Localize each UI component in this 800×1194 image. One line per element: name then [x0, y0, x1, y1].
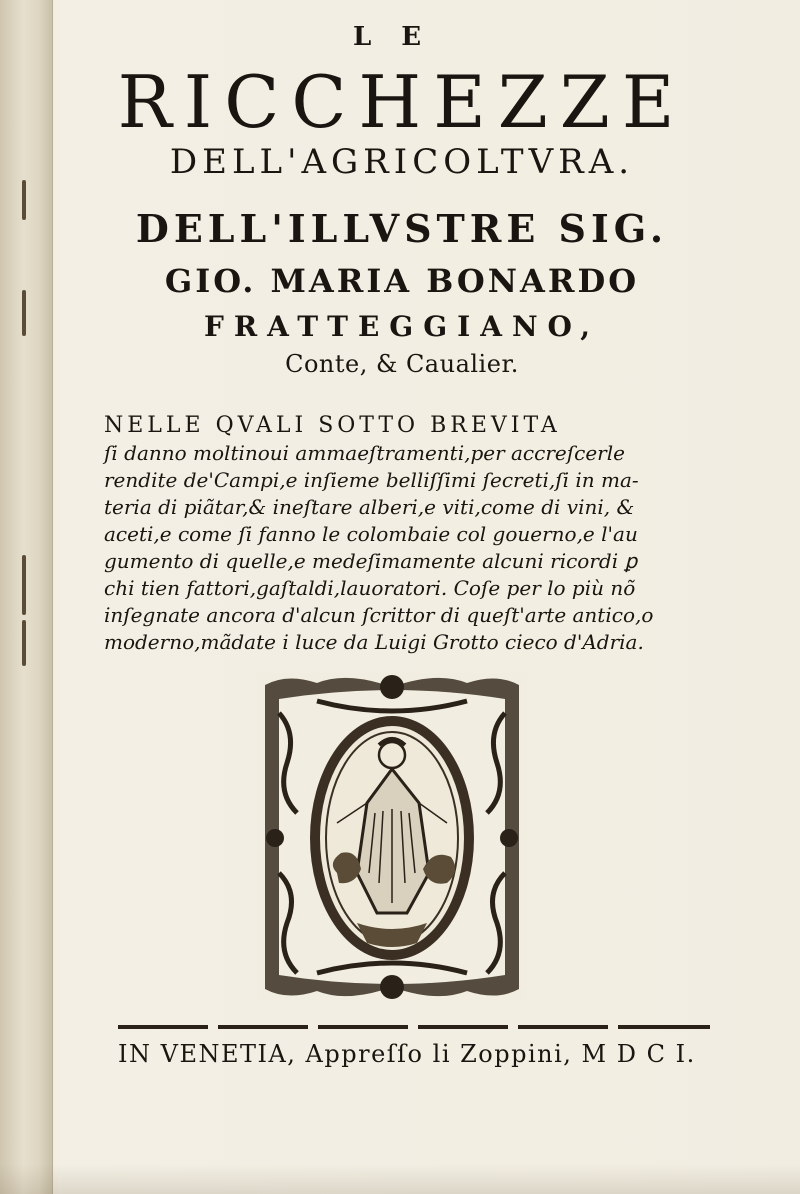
- imprint-rule: [118, 1025, 710, 1029]
- description-lead: NELLE QVALI SOTTO BREVITA: [104, 413, 561, 438]
- binding-stitch-mark: [22, 290, 26, 336]
- author-prefix: DELL'ILLVSTRE SIG.: [135, 206, 669, 251]
- author-origin: FRATTEGGIANO,: [203, 310, 601, 343]
- description-line: teria di piãtar,& ineſtare alberi,e viti,come di vini, &: [104, 495, 635, 519]
- title-article: LE: [352, 22, 452, 52]
- description-line: inſegnate ancora d'alcun ſcrittor di queſt'arte antico,o: [104, 603, 654, 627]
- printer-device-woodcut-icon: [257, 673, 527, 1001]
- description-block: [104, 412, 704, 656]
- book-subtitle: DELL'AGRICOLTVRA.: [169, 142, 635, 182]
- book-title: RICCHEZZE: [117, 60, 687, 144]
- imprint-line: IN VENETIA, Appreſſo li Zoppini, M D C I.: [118, 1040, 696, 1068]
- description-line: ſi danno moltinoui ammaeſtramenti,per accreſcerle: [104, 441, 625, 465]
- description-line: gumento di quelle,e medeſimamente alcuni ricordi ꝑ: [104, 549, 638, 573]
- binding-stitch-mark: [22, 555, 26, 615]
- page-bottom-shadow: [0, 1164, 800, 1194]
- description-line: rendite de'Campi,e inſieme belliſſimi ſecreti,ſi in ma-: [104, 468, 639, 492]
- description-line: moderno,mãdate i luce da Luigi Grotto cieco d'Adria.: [104, 630, 644, 654]
- author-rank: Conte, & Caualier.: [285, 350, 519, 378]
- description-line: aceti,e come ſi fanno le colombaie col gouerno,e l'au: [104, 522, 638, 546]
- binding-stitch-mark: [22, 180, 26, 220]
- author-name: GIO. MARIA BONARDO: [164, 262, 640, 300]
- title-page: [52, 0, 800, 1194]
- description-line: chi tien fattori,gaſtaldi,lauoratori. Coſe per lo più nõ: [104, 576, 636, 600]
- binding-stitch-mark: [22, 620, 26, 666]
- book-binding-edge: [0, 0, 53, 1194]
